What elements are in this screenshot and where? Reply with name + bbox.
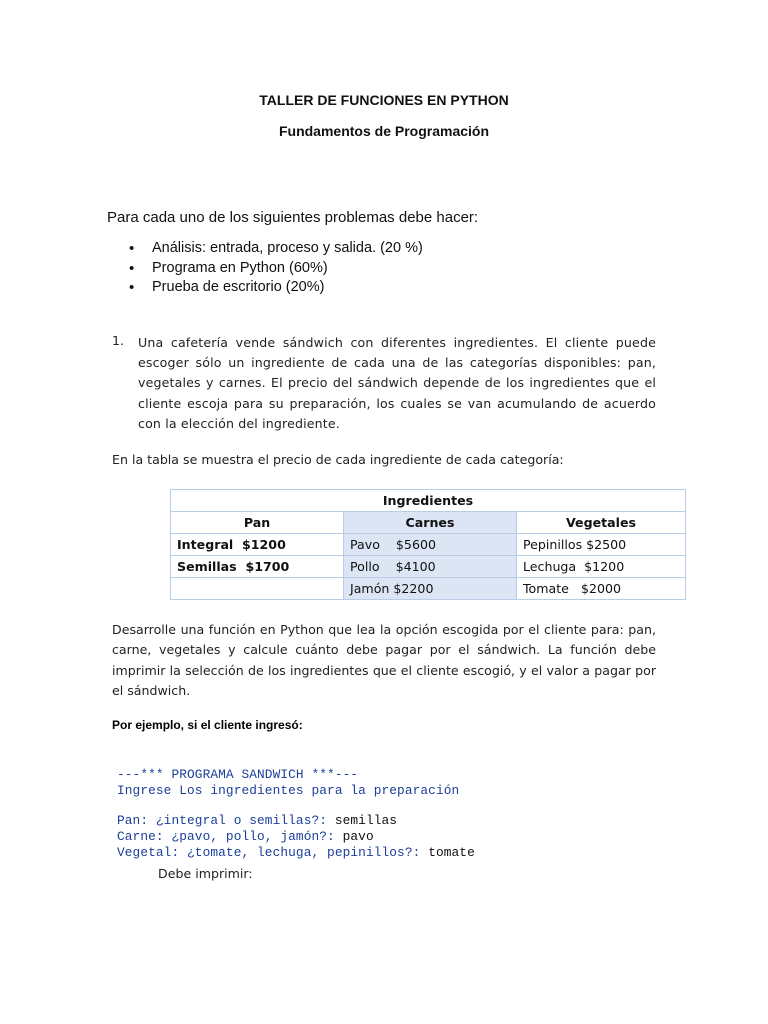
- ingredients-table: [170, 489, 686, 600]
- requirement-item: • Prueba de escritorio (20%): [127, 278, 423, 298]
- table-row: [171, 556, 686, 578]
- problem-1: [112, 333, 656, 434]
- console-vegetal-line: [117, 845, 475, 860]
- table-cell: Integral $1200: [171, 534, 344, 556]
- table-row: [171, 578, 686, 600]
- table-cell: Pollo $4100: [344, 556, 517, 578]
- table-cell: Jamón $2200: [344, 578, 517, 600]
- console-answer: pavo: [342, 829, 374, 844]
- console-prompt: Pan: ¿integral o semillas?:: [117, 813, 335, 828]
- table-intro: En la tabla se muestra el precio de cada ingrediente de cada categoría:: [112, 452, 564, 467]
- document-title: TALLER DE FUNCIONES EN PYTHON: [259, 92, 509, 108]
- console-prompt: Carne: ¿pavo, pollo, jamón?:: [117, 829, 343, 844]
- requirements-list: [127, 239, 423, 298]
- console-instruction-line: Ingrese Los ingredientes para la preparación: [117, 783, 460, 798]
- console-header-line: ---*** PROGRAMA SANDWICH ***---: [117, 767, 359, 782]
- console-pan-line: [117, 813, 397, 828]
- column-header-carnes: Carnes: [344, 512, 517, 534]
- column-header-vegetales: Vegetales: [517, 512, 686, 534]
- requirement-item: • Programa en Python (60%): [127, 259, 423, 279]
- requirement-item: • Análisis: entrada, proceso y salida. (20 %): [127, 239, 423, 259]
- table-cell: Tomate $2000: [517, 578, 686, 600]
- problem-statement: Una cafetería vende sándwich con diferentes ingredientes. El cliente puede escoger sólo un ingrediente de cada una de las categorías disponibles: pan, vegetales y carnes. El precio del sándwich depende de los ingredientes que el cliente escoja para su preparación, los cuales se van acumulando de acuerdo con la elección del ingrediente.: [138, 335, 656, 431]
- instructions-intro: Para cada uno de los siguientes problemas debe hacer:: [107, 209, 479, 226]
- problem-number: 1.: [112, 333, 125, 348]
- output-label: Debe imprimir:: [158, 866, 253, 881]
- console-prompt: Vegetal: ¿tomate, lechuga, pepinillos?:: [117, 845, 429, 860]
- console-carne-line: [117, 829, 374, 844]
- example-label: Por ejemplo, si el cliente ingresó:: [112, 718, 303, 732]
- console-answer: semillas: [334, 813, 398, 828]
- table-cell: Semillas $1700: [171, 556, 344, 578]
- table-caption: Ingredientes: [171, 490, 686, 512]
- table-cell: [171, 578, 344, 600]
- console-answer: tomate: [428, 845, 475, 860]
- document-subtitle: Fundamentos de Programación: [278, 123, 490, 139]
- column-header-pan: Pan: [171, 512, 344, 534]
- table-row: [171, 534, 686, 556]
- table-cell: Lechuga $1200: [517, 556, 686, 578]
- task-description: Desarrolle una función en Python que lea la opción escogida por el cliente para: pan, carne, vegetales y calcule cuánto debe pagar por el sándwich. La función debe imprimir la selección de los ingredientes que el cliente escogió, y el valor a pagar por el sándwich.: [112, 622, 656, 699]
- table-cell: Pepinillos $2500: [517, 534, 686, 556]
- table-cell: Pavo $5600: [344, 534, 517, 556]
